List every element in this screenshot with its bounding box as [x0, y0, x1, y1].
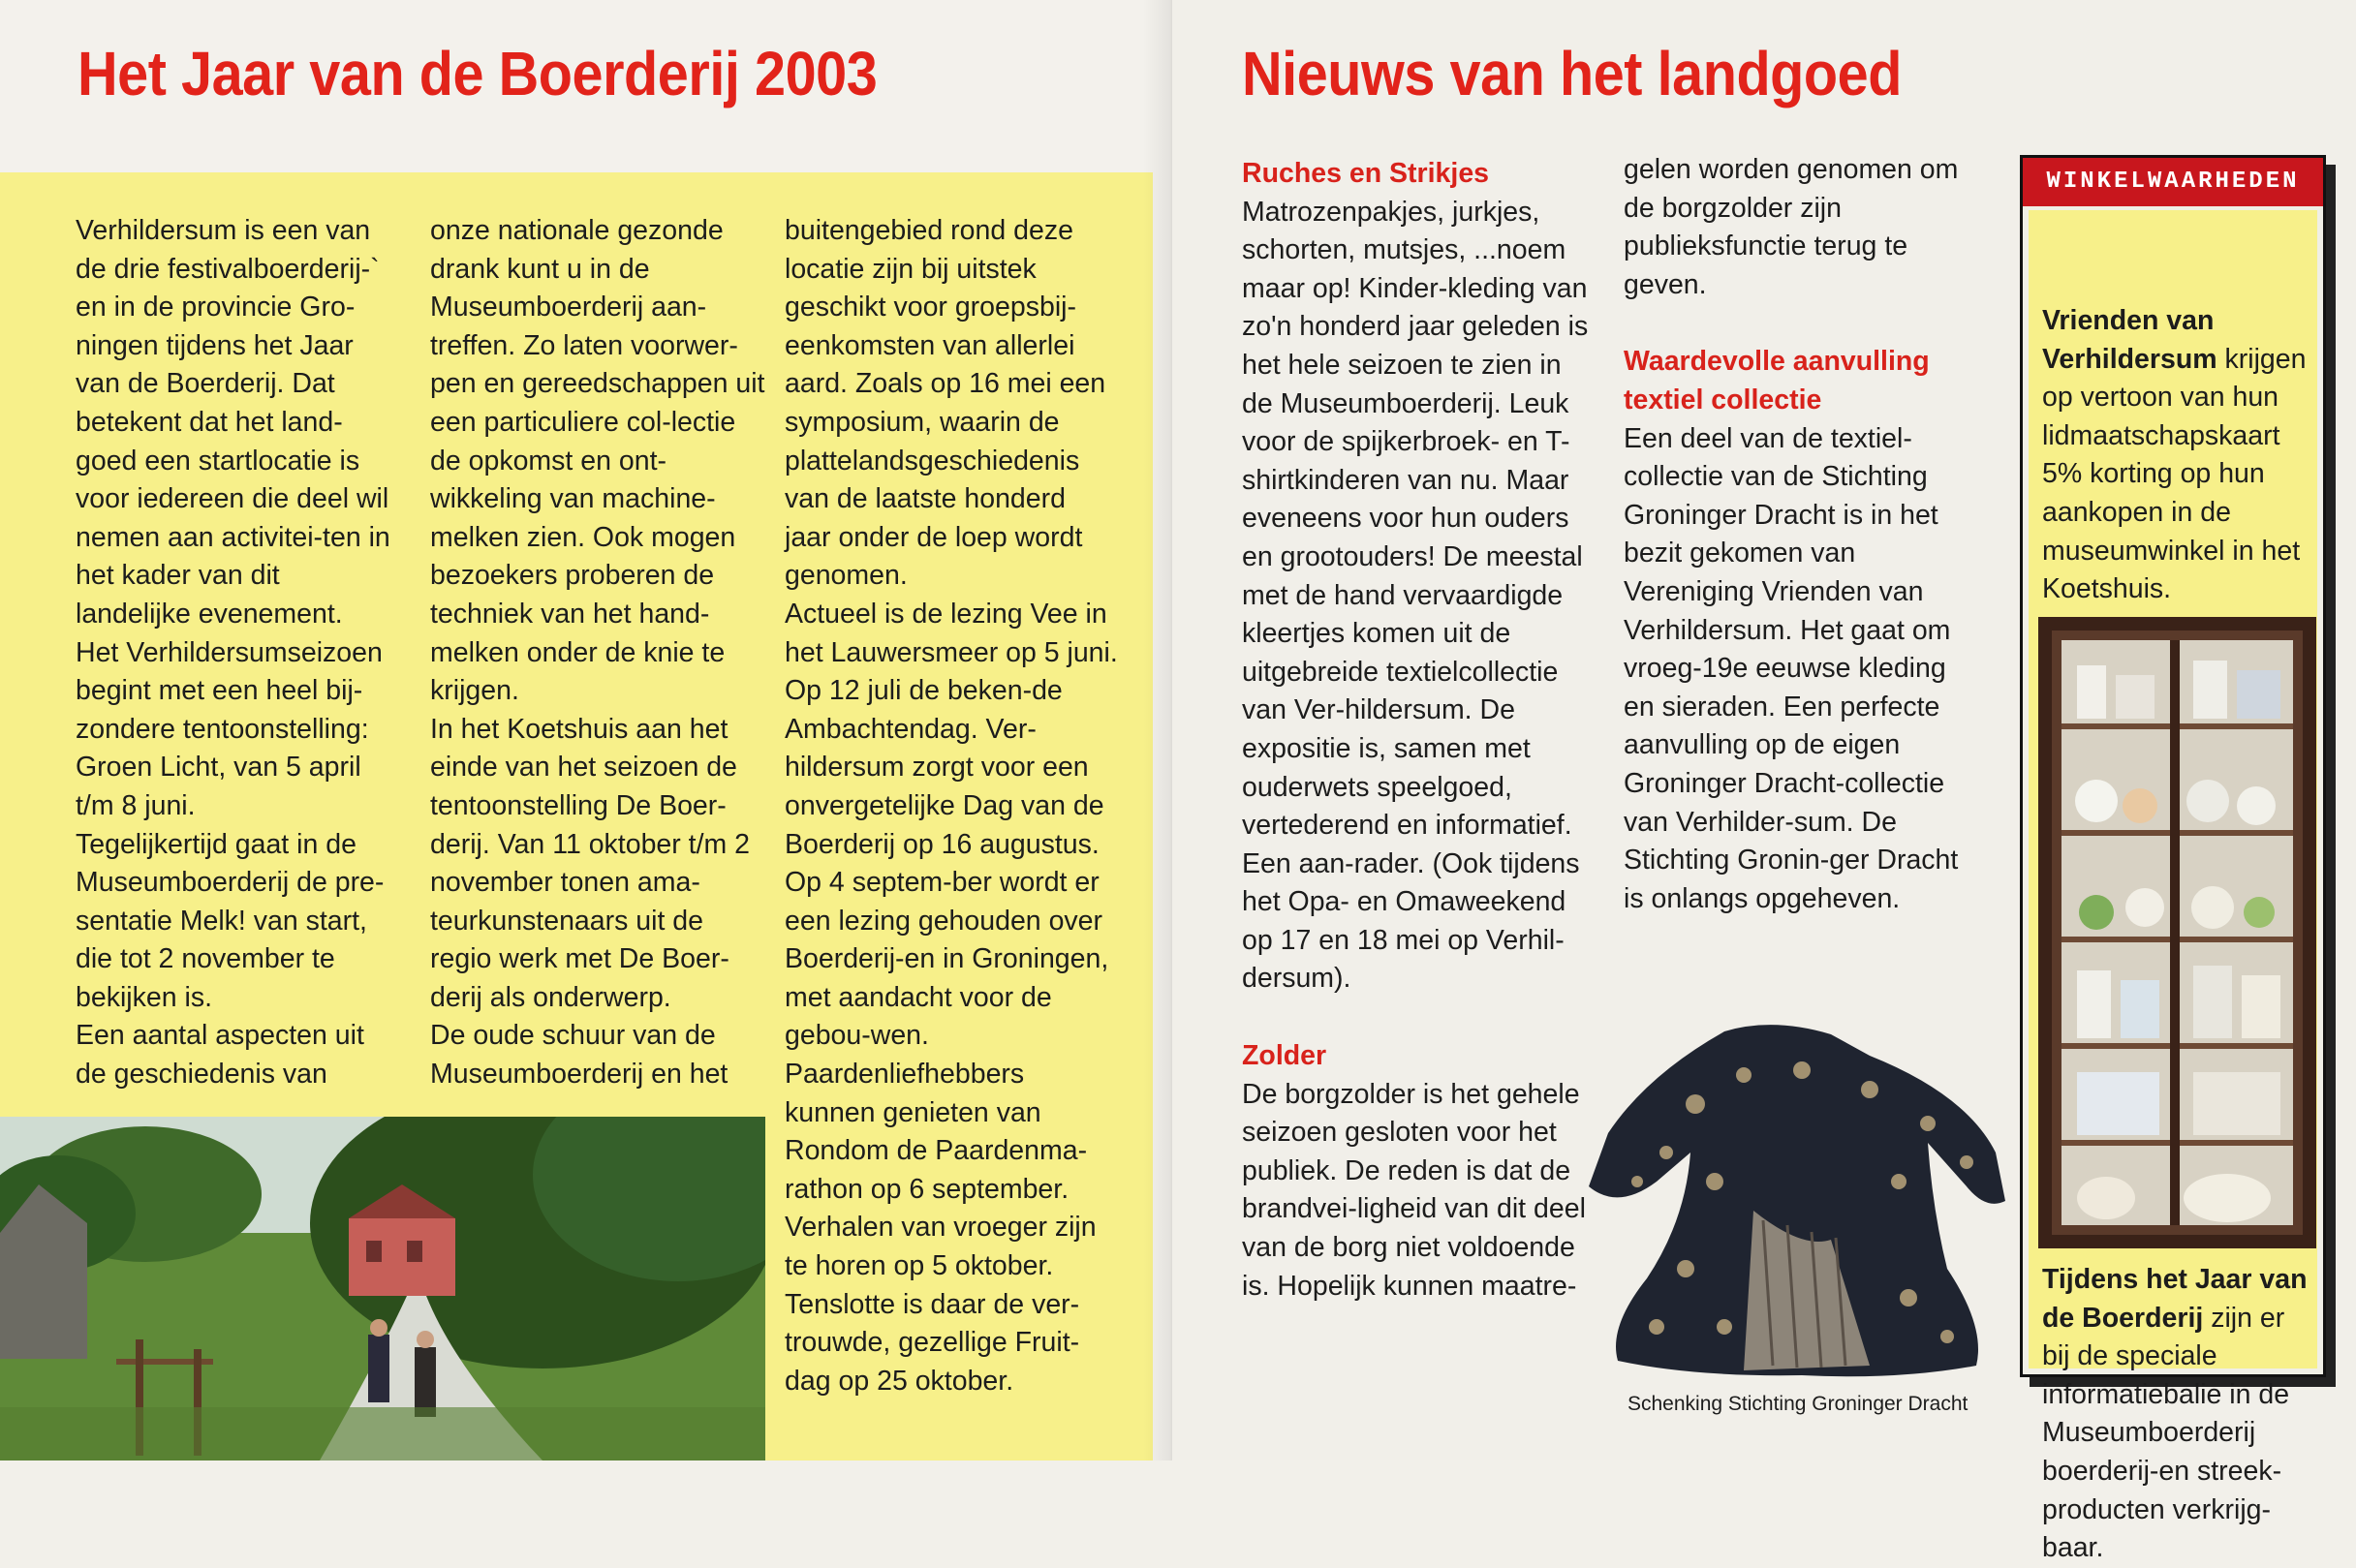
paragraph: gelen worden genomen om de borgzolder zijn publieksfunctie terug te geven.	[1624, 154, 1959, 300]
paragraph: buitengebied rond deze locatie zijn bij uitstek geschikt voor groepsbij-eenkomsten van allerlei aard. Zoals op 16 mei een symposium, waarin de plattelandsgeschiedenis van de laatste honderd jaar onder de loep wordt genomen.	[785, 215, 1106, 592]
sidebar-text-block	[2042, 1261, 2318, 1568]
paragraph: De oude schuur van de Museumboerderij en het	[430, 1020, 728, 1091]
paragraph: Een deel van de textiel-collectie van de Stichting Groninger Dracht is in het bezit gekomen van Vereniging Vrienden van Verhildersum. Het gaat om vroeg-19e eeuwse kleding en sieraden. Een perfecte aanvulling op de eigen Groninger Dracht-collectie van Verhilder-sum. De Stichting Gronin-ger Dracht is onlangs opgeheven.	[1624, 422, 1959, 914]
section-heading: Waardevolle aanvulling textiel collectie	[1624, 346, 1930, 415]
paragraph: In het Koetshuis aan het einde van het seizoen de tentoonstelling De Boer-derij. Van 11 oktober t/m 2 november tonen ama-teurkunstenaars uit de regio werk met De Boer-derij als onderwerp.	[430, 713, 751, 1013]
estate-path-photo	[0, 1117, 765, 1460]
sidebar-text-block	[2042, 302, 2318, 609]
paragraph: Een aantal aspecten uit de geschiedenis van	[76, 1020, 364, 1091]
text-column-1	[76, 212, 395, 1094]
text: krijgen op vertoon van hun lidmaatschapskaart 5% korting op hun aankopen in de museumwinkel in het Koetshuis.	[2042, 343, 2307, 605]
photo-caption: Schenking Stichting Groninger Dracht	[1628, 1393, 1968, 1415]
bold-lead: Vrienden van Verhildersum	[2042, 305, 2217, 375]
paragraph: Matrozenpakjes, jurkjes, schorten, mutsjes, ...noem maar op! Kinder-kleding van zo'n honderd jaar geleden is het hele seizoen te zien in de Museumboerderij. Leuk voor de spijkerbroek- en T-shirtkinderen van nu. Maar eveneens voor hun ouders en grootouders! De meestal met de hand vervaardigde kleertjes komen uit de uitgebreide textielcollectie van Ver-hildersum. De expositie is, samen met ouderwets speelgoed, vertederend en informatief. Een aan-rader. (Ook tijdens het Opa- en Omaweekend op 17 en 18 mei op Verhil-dersum).	[1242, 196, 1589, 995]
paragraph: Tegelijkertijd gaat in de Museumboerderij de pre-sentatie Melk! van start, die tot 2 november te bekijken is.	[76, 828, 385, 1013]
spacer	[1242, 999, 1591, 1037]
paragraph: Verhildersum is een van de drie festivalboerderij-` en in de provincie Gro-ningen tijdens het Jaar van de Boerderij. Dat betekent dat het land-goed een startlocatie is voor iedereen die deel wil nemen aan activitei-ten in het kader van dit landelijke evenement.	[76, 215, 390, 630]
section-heading: Zolder	[1242, 1040, 1327, 1072]
page-title-right: Nieuws van het landgoed	[1242, 39, 1902, 108]
paragraph: De borgzolder is het gehele seizoen gesloten voor het publiek. De reden is dat de brandvei-ligheid van dit deel van de borg niet voldoende is. Hopelijk kunnen maatre-	[1242, 1078, 1586, 1302]
historic-dress-photo	[1579, 1017, 2020, 1385]
paragraph: onze nationale gezonde drank kunt u in de Museumboerderij aan-treffen. Zo laten voorwer-pen en gereedschappen uit een particuliere col-lectie de opkomst en ont-wikkeling van machine-melken zien. Ook mogen bezoekers proberen de techniek van het hand-melken onder de knie te krijgen.	[430, 215, 765, 707]
shop-cabinet-photo	[2038, 617, 2316, 1248]
sidebar-header: WINKELWAARHEDEN	[2023, 158, 2323, 206]
text-column-3	[785, 212, 1119, 1400]
paragraph: Actueel is de lezing Vee in het Lauwersmeer op 5 juni. Op 12 juli de beken-de Ambachtendag. Ver-hildersum zorgt voor een onvergetelijke Dag van de Boerderij op 16 augustus. Op 4 septem-ber wordt er een lezing gehouden over Boerderij-en in Groningen, met aandacht voor de gebou-wen. Paardenliefhebbers kunnen genieten van Rondom de Paardenma-rathon op 6 september. Verhalen van vroeger zijn te horen op 5 oktober. Tenslotte is daar de ver-trouwde, gezellige Fruit-dag op 25 oktober.	[785, 598, 1118, 1397]
bold-lead: Tijdens het Jaar van de Boerderij	[2042, 1264, 2308, 1334]
text-column-2	[430, 212, 765, 1094]
text-column-5	[1624, 151, 1982, 918]
sidebar-content	[2029, 210, 2317, 1564]
paragraph: Het Verhildersumseizoen begint met een heel bij-zondere tentoonstelling: Groen Licht, van 5 april t/m 8 juni.	[76, 636, 383, 821]
shop-sidebar-box	[2020, 155, 2326, 1564]
section-heading: Ruches en Strikjes	[1242, 158, 1490, 189]
text-column-4	[1242, 155, 1591, 1306]
text: zijn er bij de speciale informatiebalie in de Museumboerderij boerderij-en streek-producten verkrijg-baar.	[2042, 1302, 2290, 1564]
left-page	[0, 0, 1172, 1460]
page-title-left: Het Jaar van de Boerderij 2003	[78, 39, 878, 108]
spacer	[1624, 304, 1982, 343]
